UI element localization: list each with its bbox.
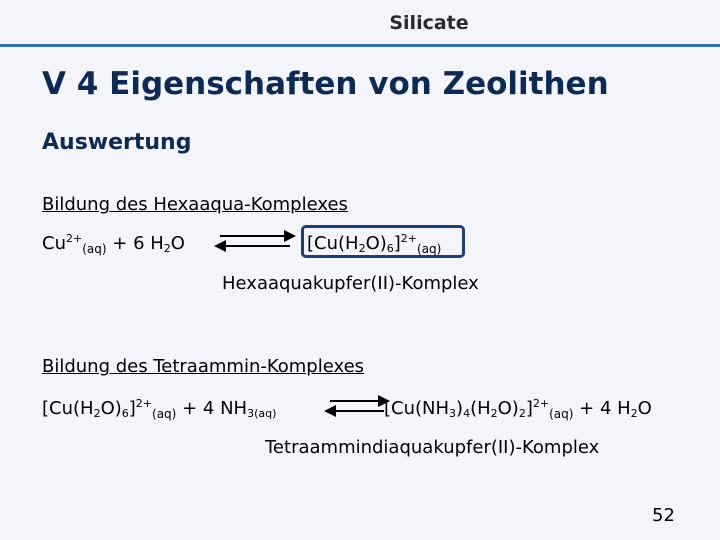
header-divider — [0, 44, 720, 47]
section-heading: Auswertung — [42, 130, 192, 155]
reaction2-reactants: $[Cu(H_2O)_6]^{2+}_{(aq)} + 4$ $NH_{3(aq)}$ — [42, 397, 277, 421]
reaction2-products: $[Cu(NH_3)_4(H_2O)_2]^{2+}_{(aq)} + 4$ $H_2O$ — [384, 397, 652, 421]
reaction2-complex-name: Tetraammindiaquakupfer(II)-Komplex — [265, 437, 600, 458]
equilibrium-arrow-icon — [210, 226, 300, 256]
reaction1-reactants: $Cu^{2+}_{(aq)} + 6$ $H_2O$ — [42, 232, 185, 256]
reaction1-heading: Bildung des Hexaaqua-Komplexes — [42, 194, 348, 215]
header-title: Silicate — [389, 12, 469, 34]
page-number: 52 — [652, 505, 675, 526]
reaction1-product: $[Cu(H_2O)_6]^{2+}_{(aq)}$ — [307, 232, 442, 256]
reaction2-heading: Bildung des Tetraammin-Komplexes — [42, 356, 365, 377]
slide-title: V 4 Eigenschaften von Zeolithen — [42, 66, 609, 102]
reaction1-complex-name: Hexaaquakupfer(II)-Komplex — [222, 273, 479, 294]
